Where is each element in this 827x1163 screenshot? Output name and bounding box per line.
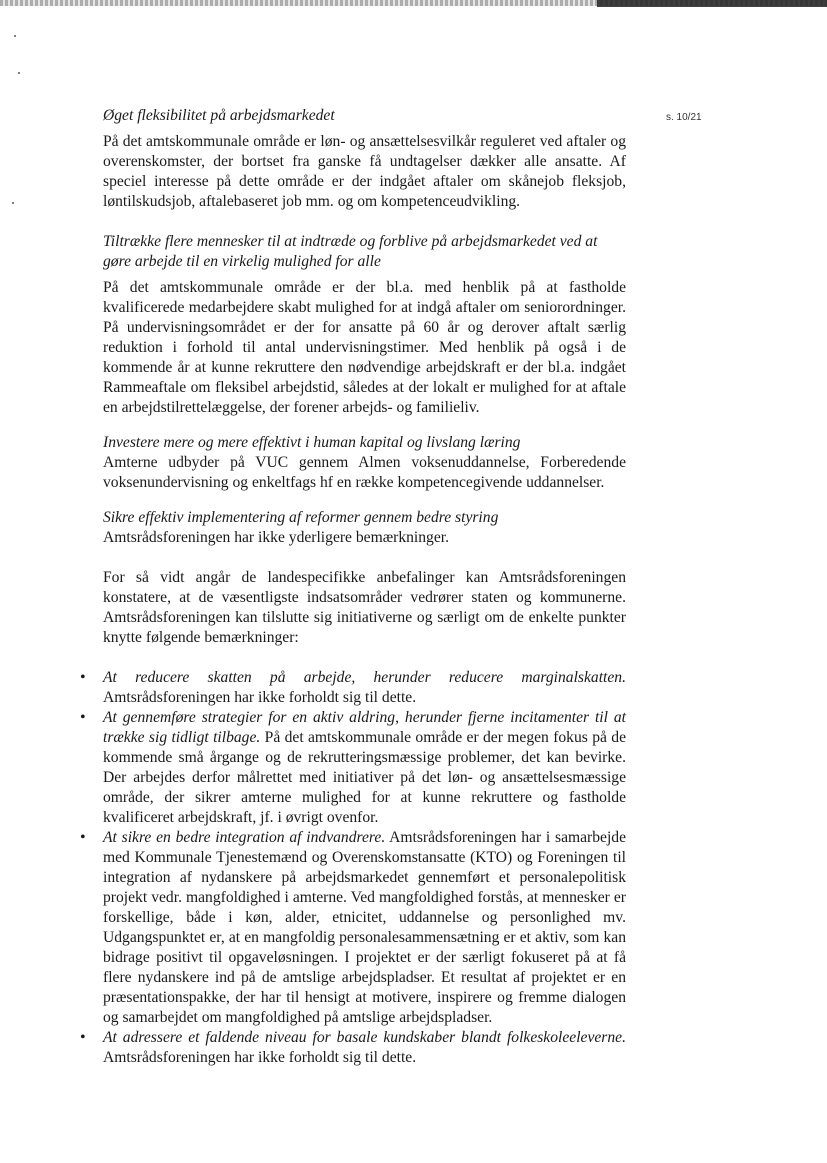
scan-speck [12,202,14,204]
section-heading-human-capital: Investere mere og mere effektivt i human kapital og livslang læring [103,434,521,451]
list-item [103,708,626,828]
recommendations-list [103,668,626,1068]
list-item [103,828,626,1028]
list-item-lead: At adressere et faldende niveau for basale kundskaber blandt folkeskoleeleverne. [103,1029,626,1046]
list-item [103,668,626,708]
scan-edge-top-right [597,0,827,7]
section-heading-attract-workers: Tiltrække flere mennesker til at indtræde og forblive på arbejdsmarkedet ved at gøre arbejde til en virkelig mulighed for alle [103,233,598,270]
list-item-lead: At gennemføre strategier for en aktiv aldring, herunder fjerne incitamenter til at trække sig tidligt tilbage. [103,709,626,746]
list-item-text: På det amtskommunale område er der megen fokus på de kommende små årgange og de rekrutteringsmæssige problemer, det kan bevirke. Der arbejdes derfor målrettet med initiativer på det løn- og ansættelsesmæssige område, der sikrer amterne mulighed for at kunne rekruttere og fastholde kvalificeret arbejdskraft, jf. i øvrigt ovenfor. [103,729,626,826]
section-heading-implementation: Sikre effektiv implementering af reformer gennem bedre styring [103,509,499,526]
recommendations-intro: For så vidt angår de landespecifikke anbefalinger kan Amtsrådsforeningen konstatere, at de væsentligste indsatsområder vedrører staten og kommunerne. Amtsrådsforeningen kan tilslutte sig initiativerne og særligt om de enkelte punkter knytte følgende bemærkninger: [103,569,626,646]
document-body [103,106,626,1068]
page-number: s. 10/21 [666,112,702,123]
scan-speck [18,72,20,74]
list-item-text: Amtsrådsforeningen har ikke forholdt sig til dette. [103,1049,417,1066]
list-item-lead: At reducere skatten på arbejde, herunder reducere marginalskatten. [103,669,626,686]
section-body-attract-workers: På det amtskommunale område er der bl.a. med henblik på at fastholde kvalificerede medarbejdere skabt mulighed for at indgå aftaler om seniorordninger. På undervisningsområdet er der for ansatte på 60 år og derover aftalt særlig reduktion i forhold til antal undervisningstimer. Med henblik på også i de kommende år at kunne rekruttere den nødvendige arbejdskraft er der bl.a. indgået Rammeaftale om fleksibel arbejdstid, således at der lokalt er mulighed for at aftale en arbejdstilrettelæggelse, der forener arbejds- og familieliv. [103,279,626,416]
section-heading-flexibility: Øget fleksibilitet på arbejdsmarkedet [103,107,335,124]
list-item-text: Amtsrådsforeningen har ikke forholdt sig til dette. [103,689,417,706]
section-body-human-capital: Amterne udbyder på VUC gennem Almen voksenuddannelse, Forberedende voksenundervisning og enkeltfags hf en række kompetencegivende uddannelser. [103,454,626,491]
section-body-implementation: Amtsrådsforeningen har ikke yderligere bemærkninger. [103,529,449,546]
scan-speck [14,35,16,37]
list-item-text: Amtsrådsforeningen har i samarbejde med Kommunale Tjenestemænd og Overenskomstansatte (KTO) og Foreningen til integration af nydanskere på arbejdsmarkedet gennemført et personalepolitisk projekt vedr. mangfoldighed i amterne. Ved mangfoldighed forstås, at mennesker er forskellige, både i køn, alder, etnicitet, uddannelse og personlighed mv. Udgangspunktet er, at en mangfoldig personalesammensætning er et aktiv, som kan bidrage positivt til opgaveløsningen. I projektet er der særligt fokuseret på at få flere nydanskere ind på de amtslige arbejdspladser. Et resultat af projektet er en præsentationspakke, der har til hensigt at motivere, inspirere og fremme dialogen og samarbejdet om mangfoldighed på amtslige arbejdspladser. [103,829,626,1026]
list-item-lead: At sikre en bedre integration af indvandrere. [103,829,386,846]
section-body-flexibility: På det amtskommunale område er løn- og ansættelsesvilkår reguleret ved aftaler og overenskomster, der bortset fra ganske få undtagelser dækker alle ansatte. Af speciel interesse på dette område er der indgået aftaler om skånejob fleksjob, løntilskudsjob, aftalebaseret job mm. og om kompetenceudvikling. [103,133,626,210]
list-item [103,1028,626,1068]
